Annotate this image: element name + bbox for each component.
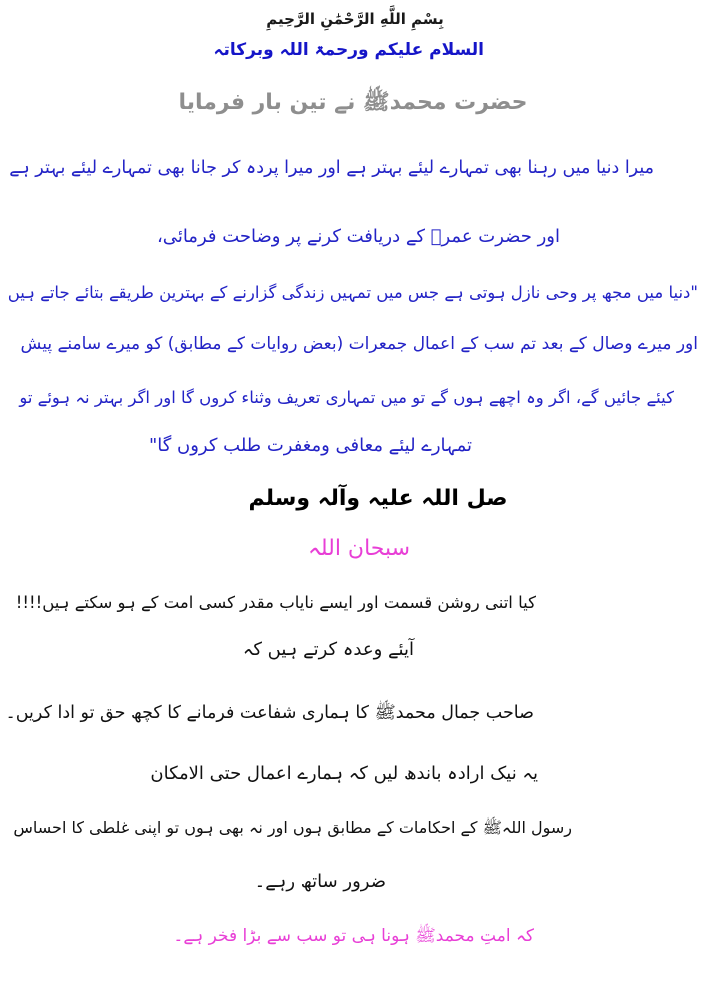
salawat-heading: صل اللہ علیہ وآلہ وسلم [248,486,508,511]
closing-line-3: صاحب جمال محمدﷺ کا ہماری شفاعت فرمانے کا کچھ حق تو ادا کریں۔ [5,703,534,723]
hadith-line-3: "دنیا میں مجھ پر وحی نازل ہوتی ہے جس میں تمہیں زندگی گزارنے کے بہترین طریقے بتائے جاتے ہیں [7,283,698,302]
closing-line-5: رسول اللہﷺ کے احکامات کے مطابق ہوں اور نہ بھی ہوں تو اپنی غلطی کا احساس [13,818,572,837]
closing-line-1: کیا اتنی روشن قسمت اور ایسے نایاب مقدر کسی امت کے ہو سکتے ہیں!!!! [15,593,536,612]
hadith-line-5: کیئے جائیں گے، اگر وہ اچھے ہوں گے تو میں تمہاری تعریف وثناء کروں گا اور اگر بہتر نہ ہوئے تو [19,388,674,407]
page-title: حضرت محمدﷺ نے تین بار فرمایا [178,90,528,115]
closing-line-4: یہ نیک ارادہ باندھ لیں کہ ہمارے اعمال حتی الامکان [150,763,538,784]
hadith-line-1: میرا دنیا میں رہنا بھی تمہارے لیئے بہتر ہے اور میرا پردہ کر جانا بھی تمہارے لیئے بہتر ہے [9,158,654,178]
hadith-line-6: تمہارے لیئے معافی ومغفرت طلب کروں گا" [148,435,472,456]
hadith-line-2: اور حضرت عمرؓ کے دریافت کرنے پر وضاحت فرمائی، [157,226,560,247]
hadith-line-4: اور میرے وصال کے بعد تم سب کے اعمال جمعرات (بعض روایات کے مطابق) کو میرے سامنے پیش [20,334,698,354]
greeting-salam: السلام علیکم ورحمۃ اللہ وبرکاتہ [213,40,484,60]
subhan-allah: سبحان اللہ [307,536,411,561]
bismillah: بِسْمِ اللَّهِ الرَّحْمَٰنِ الرَّحِيمِ [266,10,444,28]
closing-pink-line: کہ امتِ محمدﷺ ہونا ہی تو سب سے بڑا فخر ہے۔ [173,926,534,946]
closing-line-2: آیئے وعدہ کرتے ہیں کہ [242,639,414,660]
closing-line-6: ضرور ساتھ رہے۔ [254,871,386,892]
